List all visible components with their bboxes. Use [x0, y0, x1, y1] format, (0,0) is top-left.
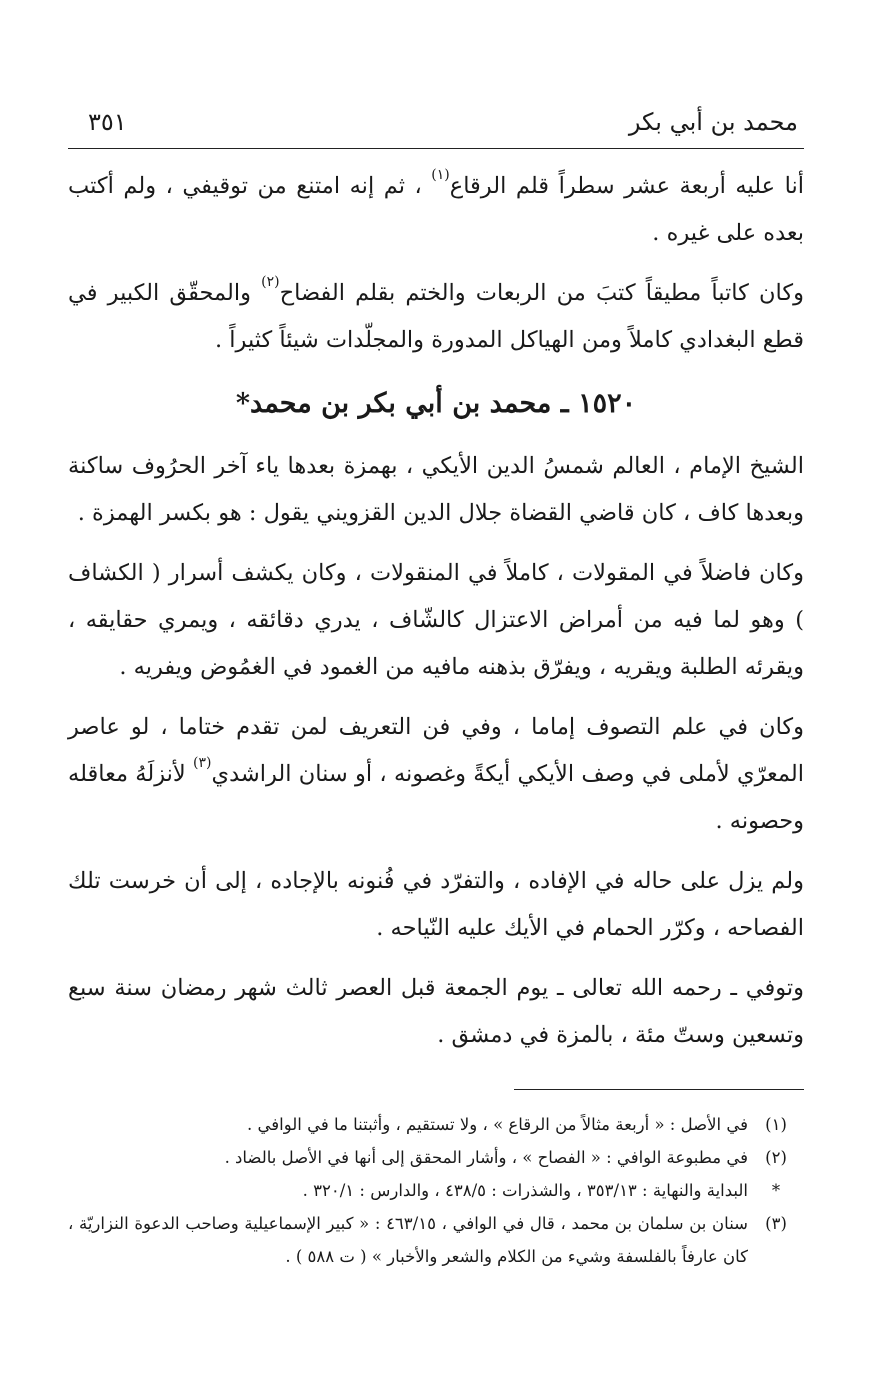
footnote-mark: *	[771, 1181, 781, 1200]
paragraph: الشيخ الإمام ، العالم شمسُ الدين الأيكي ، بهمزة بعدها ياء آخر الحرُوف ساكنة وبعدها كاف ، كان قاضي القضاة جلال الدين القزويني يقول : هو بكسر الهمزة .	[68, 453, 804, 526]
footnote	[68, 1174, 804, 1207]
paragraph: ولم يزل على حاله في الإفاده ، والتفرّد في فُنونه بالإجاده ، إلى أن خرست تلك الفصاحه ، وكرّر الحمام في الأيك عليه النّياحه .	[68, 868, 804, 941]
footnote-ref[interactable]: (٣)	[192, 754, 212, 771]
footnote-ref[interactable]: (١)	[431, 166, 450, 183]
footnote-mark: (٢)	[765, 1148, 787, 1167]
footnote	[68, 1141, 804, 1174]
footnote-text: البداية والنهاية : ٣٥٣/١٣ ، والشذرات : ٤٣٨/٥ ، والدارس : ٣٢٠/١ .	[302, 1181, 748, 1200]
running-title: محمد بن أبي بكر	[628, 108, 798, 136]
paragraph: وكان كاتباً مطيقاً كتبَ من الربعات والختم بقلم الفضاح$^{(٢)}$ والمحقّق الكبير في قطع البغدادي كاملاً ومن الهياكل المدورة والمجلّدات شيئاً كثيراً .	[68, 273, 804, 353]
page-number: ٣٥١	[88, 108, 127, 136]
footnotes	[68, 1108, 804, 1273]
paragraph: أنا عليه أربعة عشر سطراً قلم الرقاع$^{(١)}$ ، ثم إنه امتنع من توقيفي ، ولم أكتب بعده على غيره .	[68, 166, 804, 246]
running-header	[68, 108, 804, 149]
paragraph: وكان في علم التصوف إماما ، وفي فن التعريف لمن تقدم ختاما ، لو عاصر المعرّي لأملى في وصف الأيكي أيكةً وغصونه ، أو سنان الراشدي$^{(٣)}$ لأنزلَهُ معاقله وحصونه .	[68, 714, 804, 834]
footnote-mark: (١)	[765, 1115, 787, 1134]
paragraph: وكان فاضلاً في المقولات ، كاملاً في المنقولات ، وكان يكشف أسرار ( الكشاف ) وهو لما فيه من أمراض الاعتزال كالشّاف ، يدري دقائقه ، ويمري حقايقه ، ويقرئه الطلبة ويقريه ، ويفرّق بذهنه مافيه من الغمود في الغمُوض ويفريه .	[68, 560, 804, 680]
paragraph: وتوفي ـ رحمه الله تعالى ـ يوم الجمعة قبل العصر ثالث شهر رمضان سنة سبع وتسعين وستّ مئة ، بالمزة في دمشق .	[68, 975, 804, 1048]
footnote	[68, 1108, 804, 1141]
footnote	[68, 1207, 804, 1273]
footnote-mark: (٣)	[765, 1214, 787, 1233]
footnote-text: سنان بن سلمان بن محمد ، قال في الوافي ، ٤٦٣/١٥ : « كبير الإسماعيلية وصاحب الدعوة النزاريّة ، كان عارفاً بالفلسفة وشيء من الكلام والشعر والأخبار » ( ت ٥٨٨ ) .	[68, 1214, 749, 1266]
main-text	[68, 163, 804, 1059]
entry-title: ١٥٢٠ ـ محمد بن أبي بكر بن محمد*	[235, 388, 637, 419]
footnote-ref[interactable]: (٢)	[261, 273, 280, 290]
footnote-text: في الأصل : « أربعة مثالاً من الرقاع » ، ولا تستقيم ، وأثبتنا ما في الوافي .	[247, 1115, 748, 1134]
footnote-text: في مطبوعة الوافي : « الفصاح » ، وأشار المحقق إلى أنها في الأصل بالضاد .	[224, 1148, 748, 1167]
book-page	[68, 108, 804, 1273]
footnote-divider	[514, 1089, 804, 1090]
